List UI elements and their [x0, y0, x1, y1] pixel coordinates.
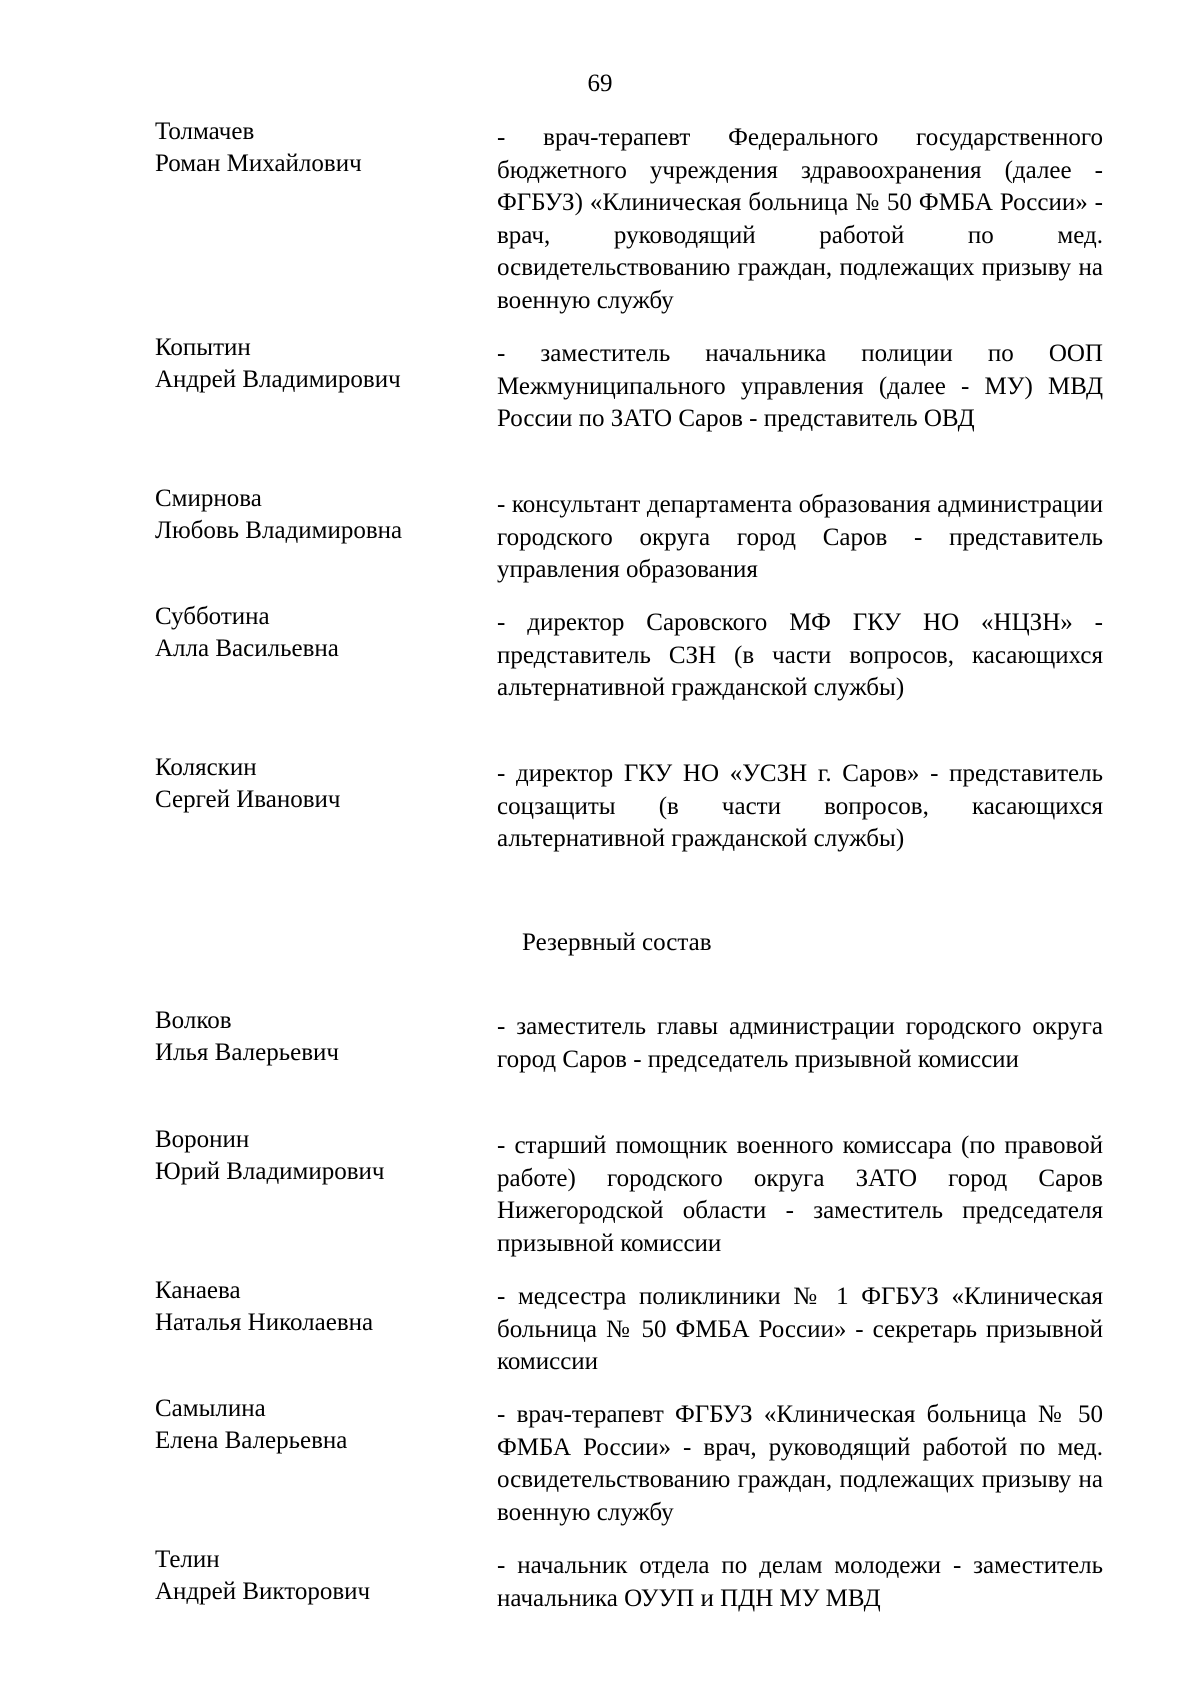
member-role: - консультант департамента образования администрации городского округа город Саров - представитель управления образования [497, 491, 1103, 583]
member-role: - медсестра поликлиники № 1 ФГБУЗ «Клиническая больница № 50 ФМБА России» - секретарь призывной комиссии [497, 1283, 1103, 1375]
member-role: - врач-терапевт Федерального государственного бюджетного учреждения здравоохранения (далее - ФГБУЗ) «Клиническая больница № 50 ФМБА России» - врач, руководящий работой по мед. освидетельствованию граждан, подлежащих призыву на военную службу [497, 124, 1103, 314]
member-name [155, 1275, 475, 1339]
member-surname: Канаева [155, 1277, 241, 1304]
member-name [155, 601, 475, 665]
member-surname: Субботина [155, 603, 270, 630]
member-role: - заместитель главы администрации городского округа город Саров - председатель призывной комиссии [497, 1013, 1103, 1073]
member-given-name: Любовь Владимировна [155, 517, 403, 544]
member-role: - начальник отдела по делам молодежи - заместитель начальника ОУУП и ПДН МУ МВД [497, 1552, 1103, 1612]
member-name [155, 483, 475, 547]
member-given-name: Елена Валерьевна [155, 1427, 348, 1454]
member-name [155, 116, 475, 180]
member-name [155, 752, 475, 816]
member-surname: Смирнова [155, 485, 262, 512]
member-given-name: Юрий Владимирович [155, 1158, 385, 1185]
member-name [155, 1544, 475, 1608]
member-given-name: Роман Михайлович [155, 150, 362, 177]
member-name [155, 1393, 475, 1457]
member-surname: Телин [155, 1546, 220, 1573]
reserve-section-title: Резервный состав [522, 929, 712, 956]
member-surname: Воронин [155, 1126, 250, 1153]
member-name [155, 1005, 475, 1069]
member-given-name: Андрей Владимирович [155, 366, 401, 393]
member-name [155, 332, 475, 396]
page-number: 69 [587, 70, 613, 97]
member-given-name: Андрей Викторович [155, 1578, 371, 1605]
member-role: - заместитель начальника полиции по ООП Межмуниципального управления (далее - МУ) МВД России по ЗАТО Саров - представитель ОВД [497, 340, 1103, 432]
member-surname: Копытин [155, 334, 251, 361]
member-given-name: Алла Васильевна [155, 635, 339, 662]
member-given-name: Сергей Иванович [155, 786, 341, 813]
member-name [155, 1124, 475, 1188]
member-surname: Самылина [155, 1395, 266, 1422]
member-given-name: Наталья Николаевна [155, 1309, 374, 1336]
member-surname: Толмачев [155, 118, 255, 145]
member-role: - старший помощник военного комиссара (по правовой работе) городского округа ЗАТО город Саров Нижегородской области - заместитель председателя призывной комиссии [497, 1132, 1103, 1257]
member-role: - врач-терапевт ФГБУЗ «Клиническая больница № 50 ФМБА России» - врач, руководящий работой по мед. освидетельствованию граждан, подлежащих призыву на военную службу [497, 1401, 1103, 1526]
member-role: - директор Саровского МФ ГКУ НО «НЦЗН» - представитель СЗН (в части вопросов, касающихся альтернативной гражданской службы) [497, 609, 1103, 701]
member-surname: Коляскин [155, 754, 257, 781]
member-role: - директор ГКУ НО «УСЗН г. Саров» - представитель соцзащиты (в части вопросов, касающихся альтернативной гражданской службы) [497, 760, 1103, 852]
member-surname: Волков [155, 1007, 232, 1034]
member-given-name: Илья Валерьевич [155, 1039, 339, 1066]
